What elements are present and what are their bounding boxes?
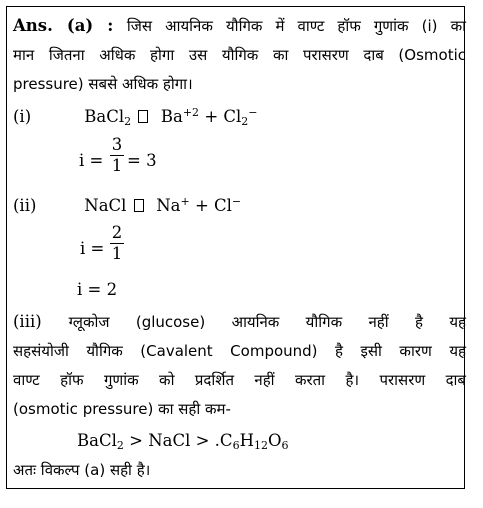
- part3-line-4: (osmotic pressure) का सही कम-: [13, 400, 231, 418]
- part1-numerator: 3: [111, 135, 123, 154]
- part1-i-lhs: i =: [79, 151, 104, 170]
- part1-anion: $Cl_2^-$: [223, 106, 258, 128]
- part1-cation: $Ba^{+2}$: [160, 106, 200, 126]
- part2-anion: Cl−: [214, 195, 242, 215]
- part3-label: (iii): [13, 312, 42, 331]
- answer-label: Ans. (a) :: [13, 16, 114, 35]
- part1-fraction: [110, 135, 124, 176]
- part1-compound: BaCl$_2$: [84, 107, 132, 128]
- intro-text-1: जिस आयनिक यौगिक में वाण्ट हॉफ गुणांक (i) का: [126, 17, 466, 35]
- part1-denominator: 1: [111, 156, 123, 175]
- part2-i-lhs: i =: [80, 239, 105, 258]
- part2-label: (ii): [13, 196, 37, 215]
- pressure-order: BaCl$_2$ > NaCl > $.C_6H_{12}O_6$: [77, 431, 289, 452]
- dissociation-arrow-icon: [138, 110, 148, 123]
- part2-plus: +: [194, 196, 209, 215]
- intro-line-3: pressure) सबसे अधिक होगा।: [13, 75, 193, 93]
- part2-fraction: [110, 223, 124, 264]
- part1-equation: [13, 102, 258, 133]
- part1-label: (i): [13, 107, 32, 126]
- part2-denominator: 1: [111, 244, 123, 263]
- part3-line-3: वाण्ट हॉफ गुणांक को प्रदर्शित नहीं करता है। परासरण दाब: [13, 371, 466, 389]
- part2-result: i = 2: [77, 280, 118, 299]
- part2-equation: [13, 191, 241, 217]
- intro-line-1: [13, 15, 466, 37]
- part1-plus: +: [204, 107, 219, 126]
- part3-line-2: सहसंयोजी यौगिक (Cavalent Compound) है इसी कारण यह: [13, 342, 466, 360]
- part3-text-1: ग्लूकोज (glucose) आयनिक यौगिक नहीं है यह: [68, 313, 466, 331]
- part3-line-1: [13, 311, 466, 333]
- part2-cation: Na+: [156, 195, 190, 215]
- part1-i-rhs: = 3: [127, 151, 157, 170]
- part2-compound: NaCl: [84, 196, 127, 215]
- conclusion: अतः विकल्प (a) सही है।: [13, 461, 151, 479]
- dissociation-arrow-icon: [134, 199, 144, 212]
- part2-numerator: 2: [111, 223, 123, 242]
- answer-box: [6, 6, 465, 489]
- intro-line-2: मान जितना अधिक होगा उस यौगिक का परासरण दाब (Osmotic: [13, 46, 466, 64]
